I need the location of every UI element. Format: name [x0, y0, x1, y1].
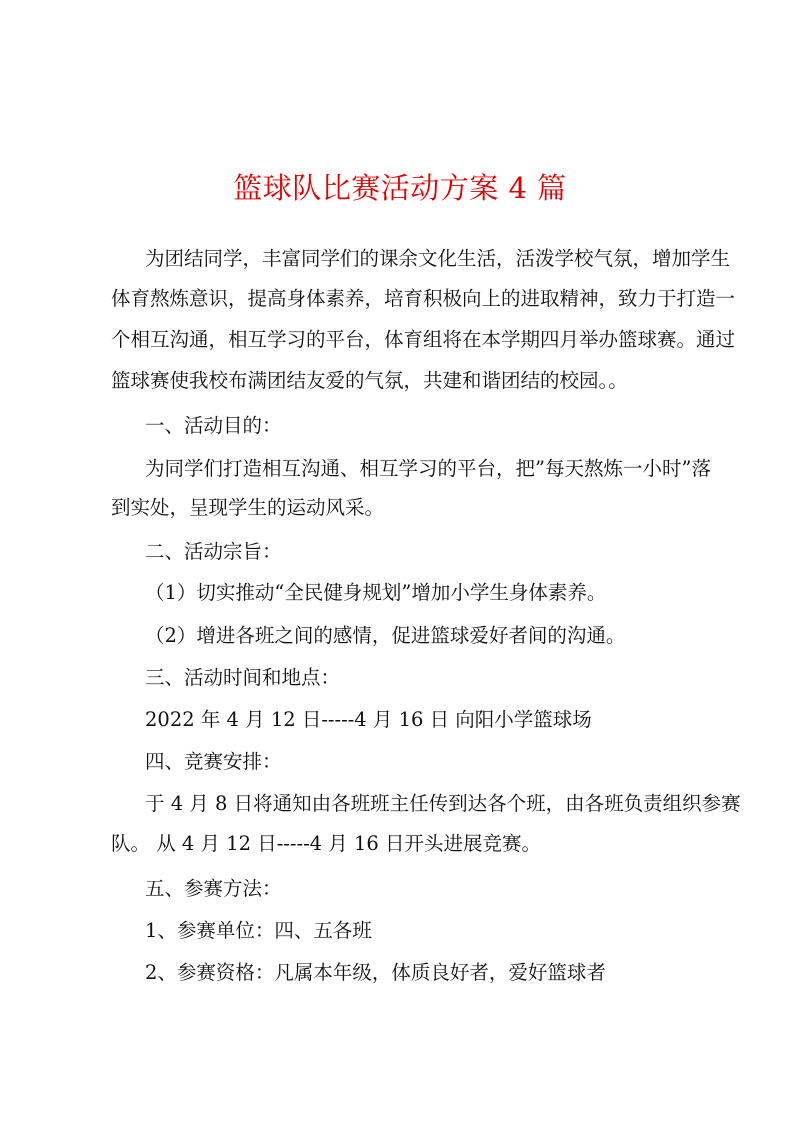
intro-line-1: 为团结同学，丰富同学们的课余文化生活，活泼学校气氛，增加学生 [145, 247, 731, 270]
intro-line-4: 篮球赛使我校布满团结友爱的气氛，共建和谐团结的校园。。 [111, 369, 628, 392]
section-5-item-1: 1、参赛单位：四、五各班 [145, 919, 372, 942]
section-3-body: 2022 年 4 月 12 日-----4 月 16 日 向阳小学篮球场 [145, 708, 592, 731]
section-4-heading: 四、竞赛安排： [145, 750, 282, 773]
section-1-body-line-2: 到实处，呈现学生的运动风采。 [111, 496, 385, 519]
section-3-heading: 三、活动时间和地点： [145, 666, 341, 689]
section-4-body-line-2: 队。 从 4 月 12 日-----4 月 16 日开头进展竞赛。 [111, 832, 541, 855]
section-2-item-2: （2）增进各班之间的感情，促进篮球爱好者间的沟通。 [145, 624, 626, 647]
section-1-heading: 一、活动目的： [145, 414, 282, 437]
intro-line-3: 个相互沟通，相互学习的平台，体育组将在本学期四月举办篮球赛。通过 [111, 328, 736, 351]
section-2-heading: 二、活动宗旨： [145, 540, 282, 563]
document-title: 篮球队比赛活动方案 4 篇 [233, 171, 567, 205]
section-1-body-line-1: 为同学们打造相互沟通、相互学习的平台，把”每天熬炼一小时”落 [145, 457, 711, 480]
section-5-item-2: 2、参赛资格：凡属本年级，体质良好者，爱好篮球者 [145, 961, 606, 984]
section-4-body-line-1: 于 4 月 8 日将通知由各班班主任传到达各个班，由各班负责组织参赛 [145, 792, 741, 815]
intro-line-2: 体育熬炼意识，提高身体素养，培育积极向上的进取精神，致力于打造一 [111, 287, 736, 310]
section-5-heading: 五、参赛方法： [145, 877, 282, 900]
section-2-item-1: （1）切实推动“全民健身规划”增加小学生身体素养。 [145, 581, 607, 604]
